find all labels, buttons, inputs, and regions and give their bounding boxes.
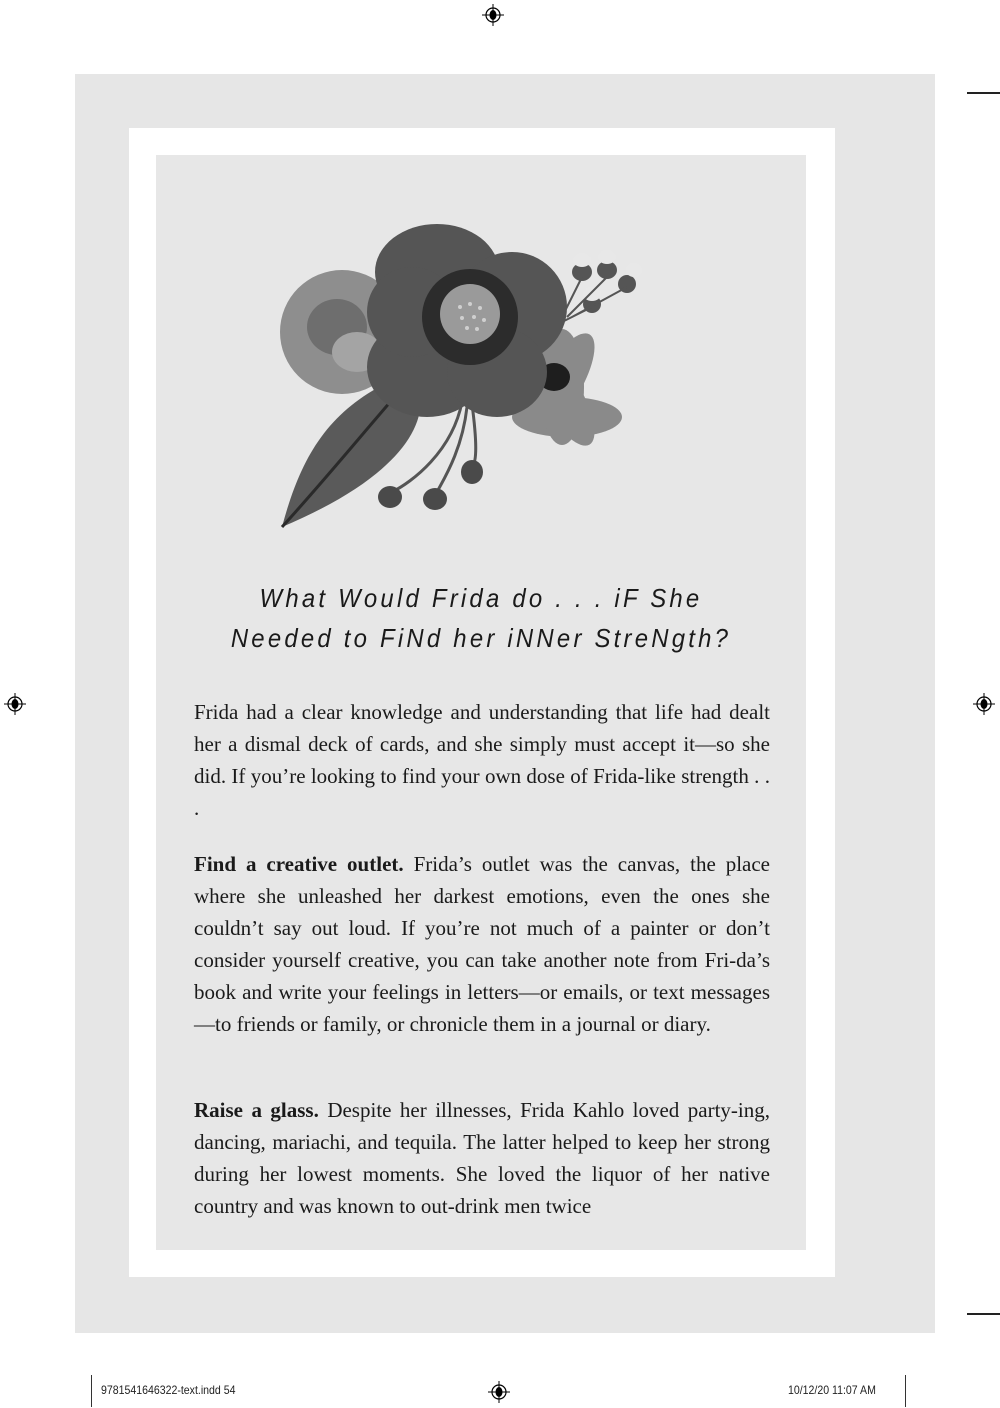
- slug-timestamp: 10/12/20 11:07 AM: [788, 1383, 876, 1397]
- paragraph-lead: Raise a glass.: [194, 1098, 319, 1122]
- registration-mark-icon-right: [973, 693, 995, 715]
- trim-mark-bottom-right: [967, 1313, 1000, 1315]
- trim-mark-top-right: [967, 92, 1000, 94]
- slug-divider-left: [91, 1375, 92, 1407]
- paragraph-text: Despite her illnesses, Frida Kahlo loved party-ing, dancing, mariachi, and tequila. The latter helped to keep her strong during her lowest moments. She loved the liquor of her native country and was known to out-drink men twice: [194, 1098, 770, 1218]
- paragraph-creative-outlet: [194, 848, 770, 1040]
- title-line-1: What Would Frida do . . . iF She: [259, 583, 703, 613]
- title-line-2: Needed to FiNd her iNNer StreNgth?: [230, 623, 732, 653]
- floral-bouquet-illustration: [262, 222, 682, 542]
- paragraph-text: Frida’s outlet was the canvas, the place where she unleashed her darkest emotions, even the ones she couldn’t say out loud. If you’re not much of a painter or don’t consider yourself creative, you can take another note from Fri-da’s book and write your feelings in letters—or emails, or text messages—to friends or family, or chronicle them in a journal or diary.: [194, 852, 771, 1036]
- paragraph-intro: [194, 696, 770, 824]
- page-title: [182, 578, 780, 658]
- registration-mark-icon-left: [4, 693, 26, 715]
- slug-filename: 9781541646322-text.indd 54: [101, 1383, 236, 1397]
- paragraph-text: Frida had a clear knowledge and understanding that life had dealt her a dismal deck of cards, and she simply must accept it—so she did. If you’re looking to find your own dose of Frida-like strength . . .: [194, 700, 770, 820]
- slug-divider-right: [905, 1375, 906, 1407]
- paragraph-raise-a-glass: [194, 1094, 770, 1222]
- registration-mark-icon-bottom: [488, 1381, 510, 1403]
- paragraph-lead: Find a creative outlet.: [194, 852, 404, 876]
- registration-mark-icon-top: [482, 4, 504, 26]
